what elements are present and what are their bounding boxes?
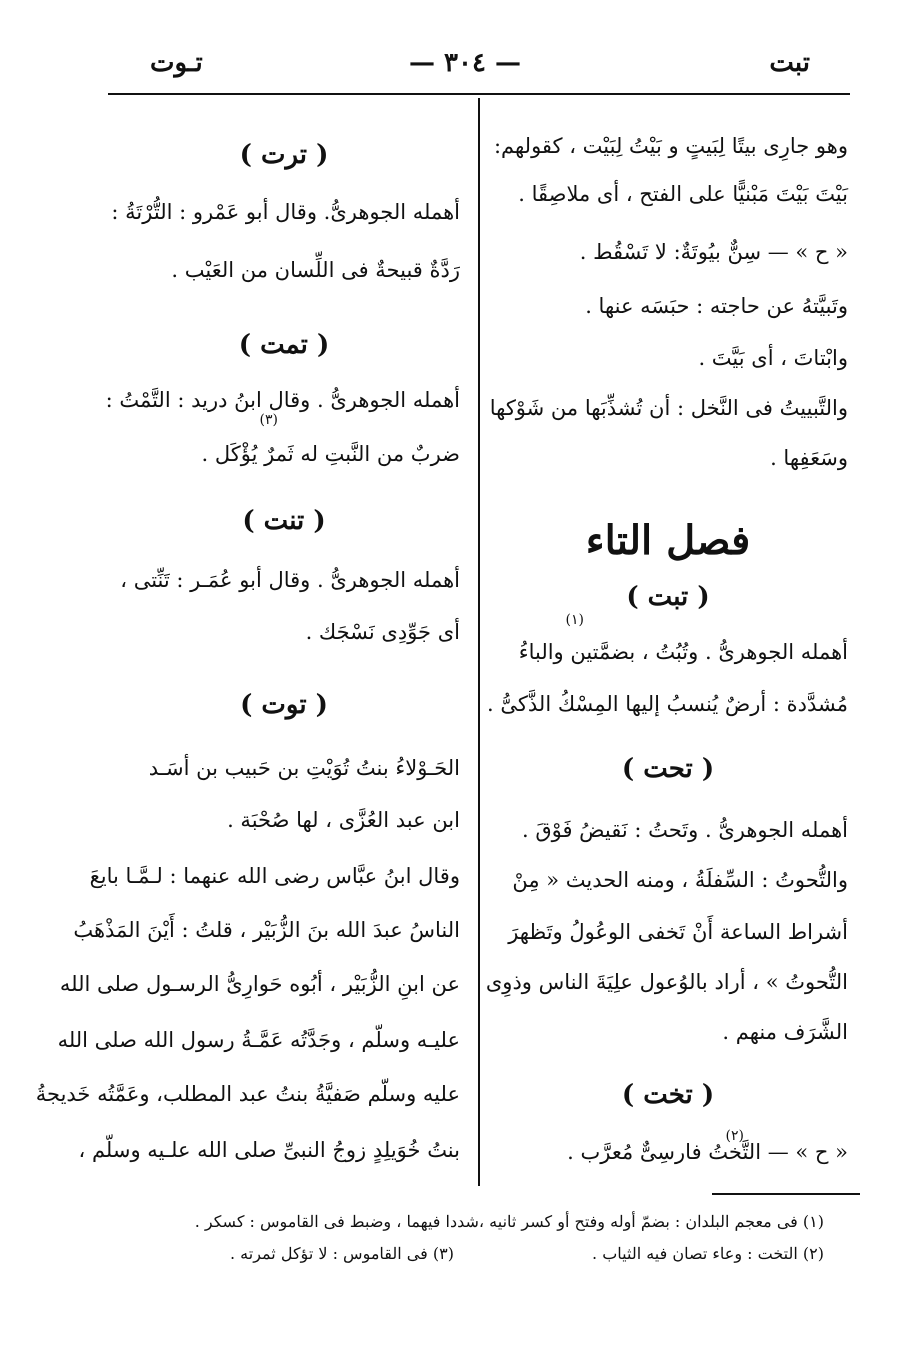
text-line: الناسُ عبدَ الله بنَ الزُّبَيْر ، قلتُ : أَيْنَ المَذْهَبُ bbox=[73, 918, 460, 942]
text-line: أى جَوِّدِى نَسْجَك . bbox=[305, 620, 460, 644]
text-line: وتَبيَّتهُ عن حاجته : حبَسَه عنها . bbox=[585, 294, 848, 318]
footnote-marker: (٣) bbox=[259, 412, 278, 428]
entry-title: ( ترت ) bbox=[239, 140, 329, 170]
text-line: ضربٌ من النَّبتِ له ثَمرٌ يُؤْكَل . bbox=[201, 442, 460, 466]
column-divider bbox=[478, 98, 480, 1186]
text-line: الحَـوْلاءُ بنتُ تُوَيْتِ بن حَبيب بن أسَـد bbox=[148, 756, 460, 780]
entry-title: ( تمت ) bbox=[238, 330, 330, 360]
page-number: — ٣٠٤ — bbox=[408, 48, 522, 78]
running-head-left: تـوت bbox=[150, 48, 203, 78]
text-line: « ح » — التَّختُ فارسِىٌّ مُعرَّب . bbox=[567, 1140, 848, 1164]
text-line: والتَّبييتُ فى النَّخل : أن تُشذِّبَها من شَوْكها bbox=[489, 396, 848, 420]
header-rule bbox=[108, 93, 850, 95]
text-line: أهمله الجوهرىُّ . وقال ابنُ دريد : التَّمْتُ : bbox=[105, 388, 460, 412]
text-line: بَيْتَ بَيْتَ مَبْنيًّا على الفتح ، أى ملاصِقًا . bbox=[518, 182, 848, 206]
text-line: عليه وسلّم صَفيَّةُ بنتُ عبد المطلب، وعَمَّتُه خَديجةُ bbox=[35, 1082, 460, 1106]
text-line: بنتُ خُوَيلِدٍ زوجُ النبىِّ صلى الله علـيه وسلّم ، bbox=[78, 1138, 460, 1162]
text-line: مُشدَّدة : أرضٌ يُنسبُ إليها المِسْكُ الذَّكىُّ . bbox=[487, 692, 848, 716]
text-line: وهو جارِى بيتًا لِبَيتٍ و بَيْتُ لِبَيْت ، كقولهم: bbox=[493, 134, 848, 158]
entry-title: ( تبت ) bbox=[626, 582, 710, 612]
text-line: « ح » — سِنٌّ بيُوتَةٌ: لا تَسْقُط . bbox=[579, 240, 848, 264]
footnote-marker: (٢) bbox=[725, 1128, 744, 1144]
text-line: والتُّحوتُ : السِّفلَةُ ، ومنه الحديث « مِنْ bbox=[512, 868, 848, 892]
running-head-right: تبت bbox=[769, 48, 810, 78]
text-line: وقال ابنُ عبَّاس رضى الله عنهما : لـمَّـا بايعَ bbox=[89, 864, 460, 888]
footnote-2: (٢) التخت : وعاء تصان فيه الثياب . bbox=[592, 1244, 824, 1263]
text-line: ابن عبد العُزَّى ، لها صُحْبَة . bbox=[227, 808, 460, 832]
text-line: التُّحوتُ » ، أراد بالوُعول علِيَةَ الناس وذوِى bbox=[485, 970, 848, 994]
footnote-marker: (١) bbox=[565, 612, 584, 628]
text-line: أشراط الساعة أَنْ تَخفى الوعُولُ وتَظهرَ bbox=[508, 920, 848, 944]
text-line: وابْتاتَ ، أى بَيَّتَ . bbox=[698, 346, 848, 370]
text-line: عن ابنِ الزُّبَيْر ، أبُوه حَوارِىُّ الرسـول صلى الله bbox=[59, 972, 460, 996]
text-line: أهمله الجوهرىُّ. وقال أبو عَمْرو : التُّرْتَةُ : bbox=[111, 200, 460, 224]
entry-title: ( تنت ) bbox=[242, 506, 326, 536]
entry-title: ( تخت ) bbox=[621, 1080, 715, 1110]
text-line: عليـه وسلّم ، وجَدَّتُه عَمَّـةُ رسول الله صلى الله bbox=[57, 1028, 460, 1052]
text-line: أهمله الجوهرىُّ . وقال أبو عُمَـر : تَنِّتى ، bbox=[120, 568, 460, 592]
text-line: أهمله الجوهرىُّ . وتُبُتُ ، بضمَّتين والباءُ bbox=[518, 640, 848, 664]
footnote-1: (١) فى معجم البلدان : بضمّ أوله وفتح أو كسر ثانيه ،شددا فيهما ، وضبط فى القاموس : كسكر . bbox=[194, 1212, 824, 1231]
text-line: وسَعَفِها . bbox=[770, 446, 848, 470]
text-line: رَدَّةٌ قبيحةٌ فى اللِّسان من العَيْب . bbox=[171, 258, 460, 282]
footnote-rule bbox=[712, 1193, 860, 1195]
running-header bbox=[110, 48, 820, 88]
text-line: أهمله الجوهرىُّ . وتَحتُ : نَقيضُ فَوْقَ . bbox=[521, 818, 848, 842]
section-title: فصل التاء bbox=[585, 517, 751, 564]
entry-title: ( تحت ) bbox=[621, 754, 715, 784]
text-line: الشَّرَف منهم . bbox=[722, 1020, 848, 1044]
footnote-3: (٣) فى القاموس : لا تؤكل ثمرته . bbox=[230, 1244, 454, 1263]
entry-title: ( توت ) bbox=[240, 690, 328, 720]
